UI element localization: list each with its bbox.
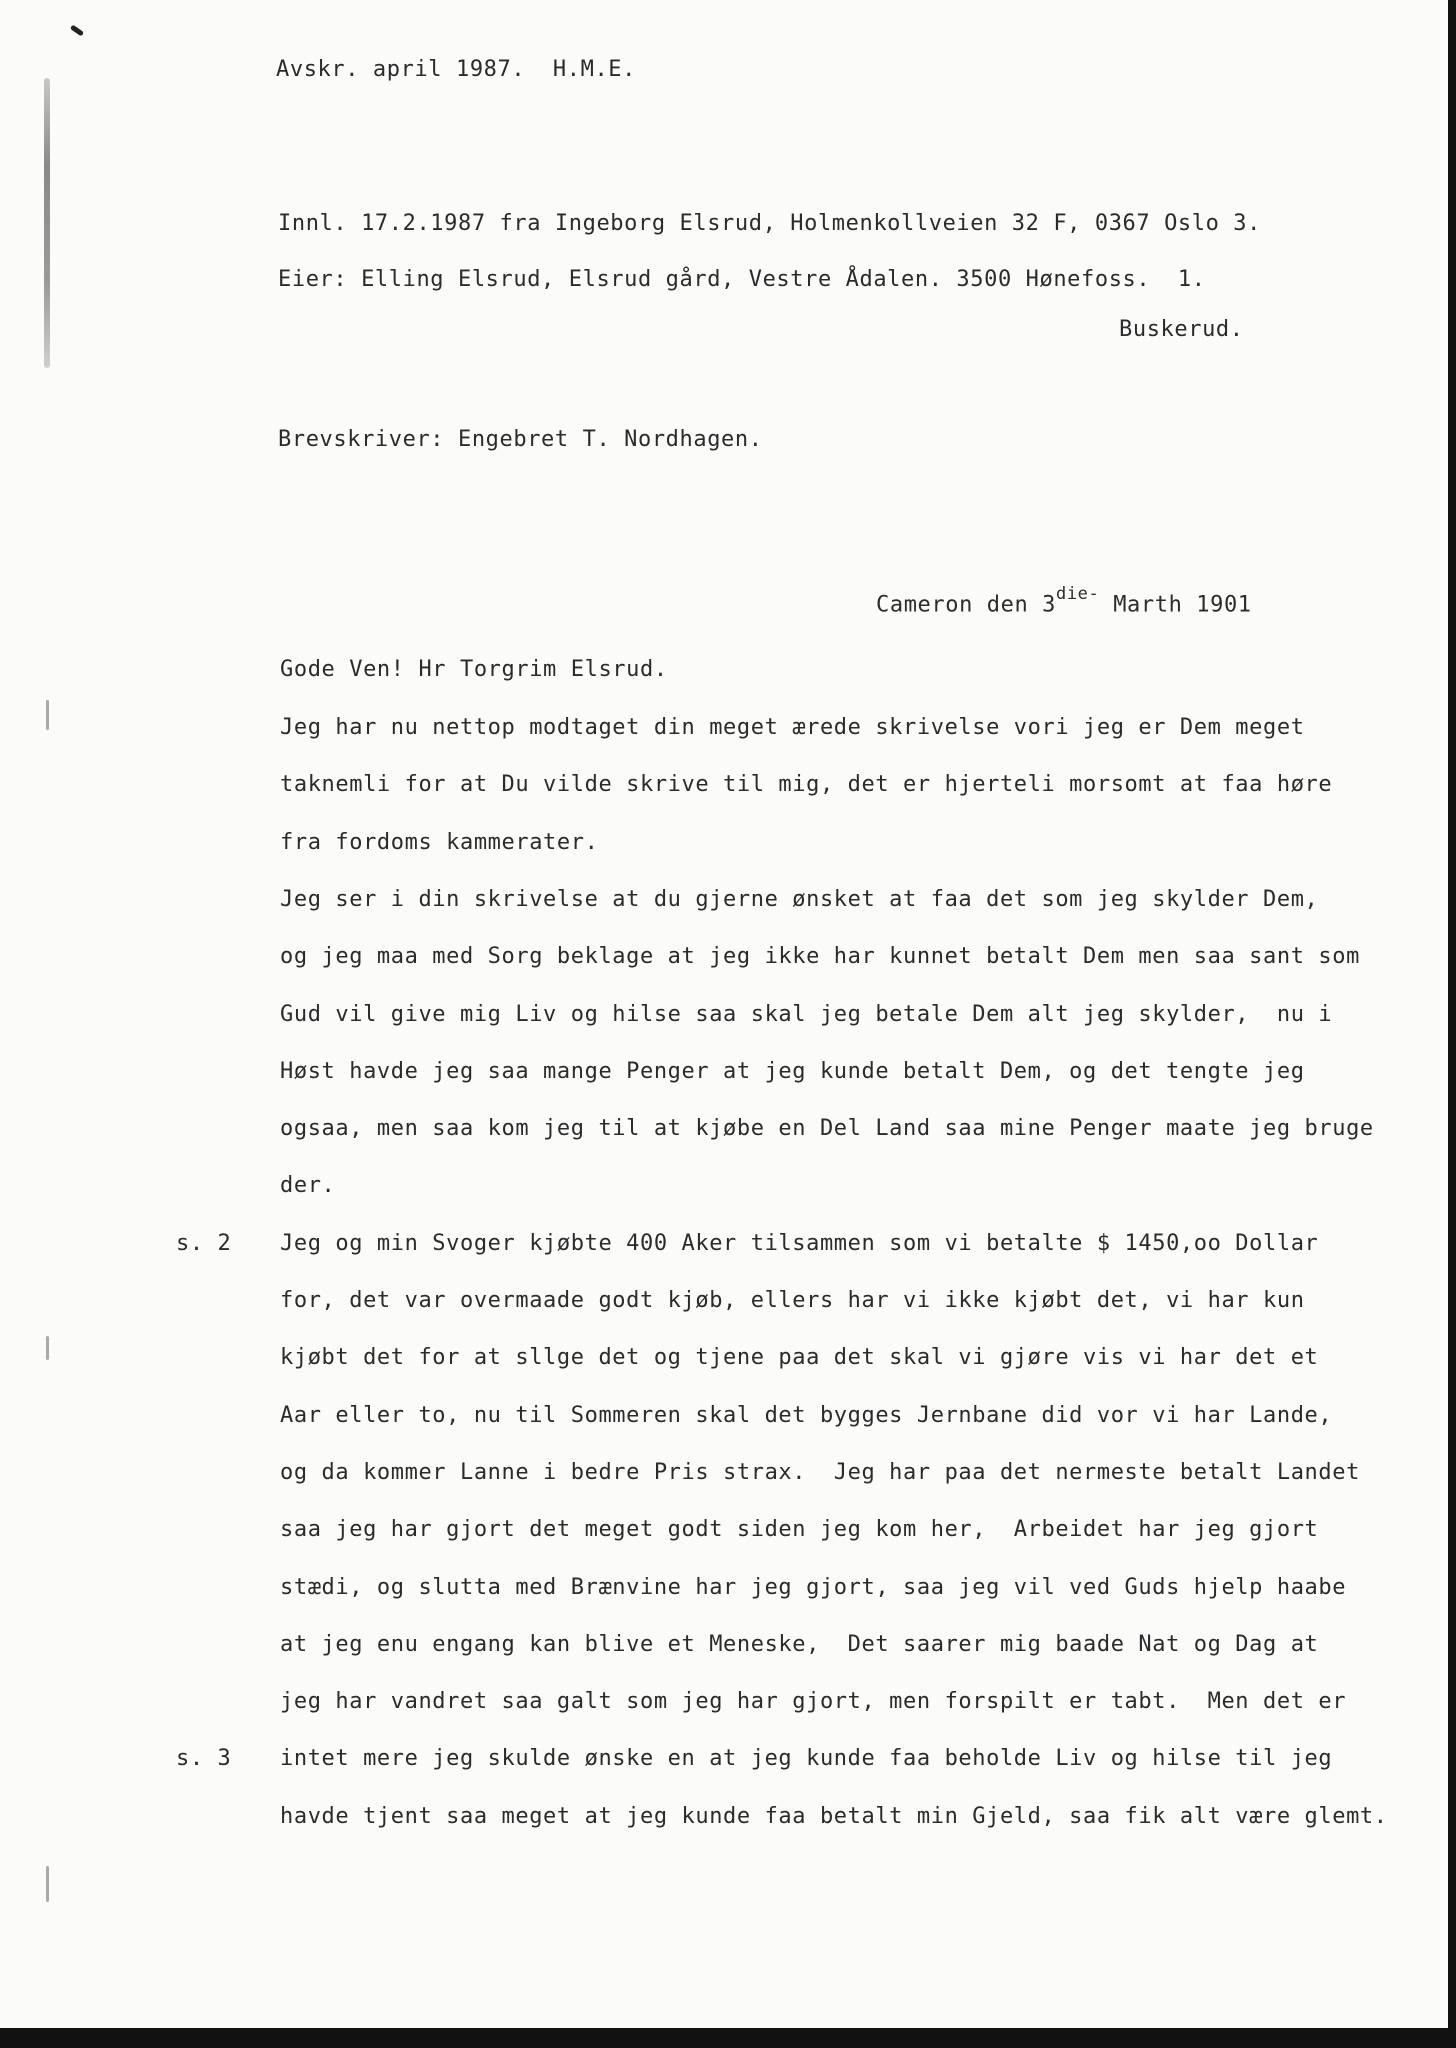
letter-line: der. [280,1173,336,1198]
letter-line: fra fordoms kammerater. [280,830,599,855]
letter-line: ogsaa, men saa kom jeg til at kjøbe en Del Land saa mine Penger maate jeg bruge [280,1116,1374,1141]
letter-line: Jeg ser i din skrivelse at du gjerne ønsket at faa det som jeg skylder Dem, [280,887,1319,912]
letter-line: intet mere jeg skulde ønske en at jeg kunde faa beholde Liv og hilse til jeg [280,1746,1333,1771]
scan-speck [46,1336,49,1360]
letter-line: saa jeg har gjort det meget godt siden jeg kom her, Arbeidet har jeg gjort [280,1517,1319,1542]
letter-line: havde tjent saa meget at jeg kunde faa betalt min Gjeld, saa fik alt være glemt. [280,1804,1388,1829]
letter-line: at jeg enu engang kan blive et Meneske, Det saarer mig baade Nat og Dag at [280,1632,1319,1657]
letter-line: Aar eller to, nu til Sommeren skal det bygges Jernbane did vor vi har Lande, [280,1403,1333,1428]
salutation: Gode Ven! Hr Torgrim Elsrud. [280,657,668,682]
letter-line: stædi, og slutta med Brænvine har jeg gjort, saa jeg vil ved Guds hjelp haabe [280,1575,1347,1600]
letter-line: og jeg maa med Sorg beklage at jeg ikke har kunnet betalt Dem men saa sant som [280,944,1360,969]
page-marker: s. 3 [176,1746,232,1771]
letter-line: Jeg har nu nettop modtaget din meget ærede skrivelse vori jeg er Dem meget [280,715,1305,740]
place-date-suffix: Marth 1901 [1099,592,1252,618]
letter-line: Høst havde jeg saa mange Penger at jeg kunde betalt Dem, og det tengte jeg [280,1059,1305,1084]
scan-border-right [1448,0,1456,2048]
scan-speck [70,24,84,36]
letter-line: taknemli for at Du vilde skrive til mig, det er hjerteli morsomt at faa høre [280,772,1333,797]
scan-speck [46,700,49,730]
letter-writer-line: Brevskriver: Engebret T. Nordhagen. [278,427,763,452]
received-line: Innl. 17.2.1987 fra Ingeborg Elsrud, Holmenkollveien 32 F, 0367 Oslo 3. [278,211,1262,236]
letter-line: for, det var overmaade godt kjøb, ellers har vi ikke kjøbt det, vi har kun [280,1288,1305,1313]
transcription-note: Avskr. april 1987. H.M.E. [276,57,636,82]
date-superscript: die [1056,584,1089,604]
place-date-prefix: Cameron den 3 [876,592,1056,618]
scan-border-bottom [0,2028,1456,2048]
date-superscript-mark: - [1088,584,1100,604]
letter-line: Gud vil give mig Liv og hilse saa skal jeg betale Dem alt jeg skylder, nu i [280,1002,1333,1027]
letter-line: jeg har vandret saa galt som jeg har gjort, men forspilt er tabt. Men det er [280,1689,1347,1714]
punch-hole-mark [44,78,50,368]
letter-line: Jeg og min Svoger kjøbte 400 Aker tilsammen som vi betalte $ 1450,oo Dollar [280,1231,1319,1256]
scan-speck [46,1866,49,1902]
county-line: Buskerud. [1119,317,1244,342]
place-date-line [876,584,1252,619]
page-marker: s. 2 [176,1231,232,1256]
letter-line: kjøbt det for at sllge det og tjene paa det skal vi gjøre vis vi har det et [280,1345,1319,1370]
owner-line: Eier: Elling Elsrud, Elsrud gård, Vestre Ådalen. 3500 Hønefoss. 1. [278,267,1206,292]
letter-line: og da kommer Lanne i bedre Pris strax. Jeg har paa det nermeste betalt Landet [280,1460,1360,1485]
